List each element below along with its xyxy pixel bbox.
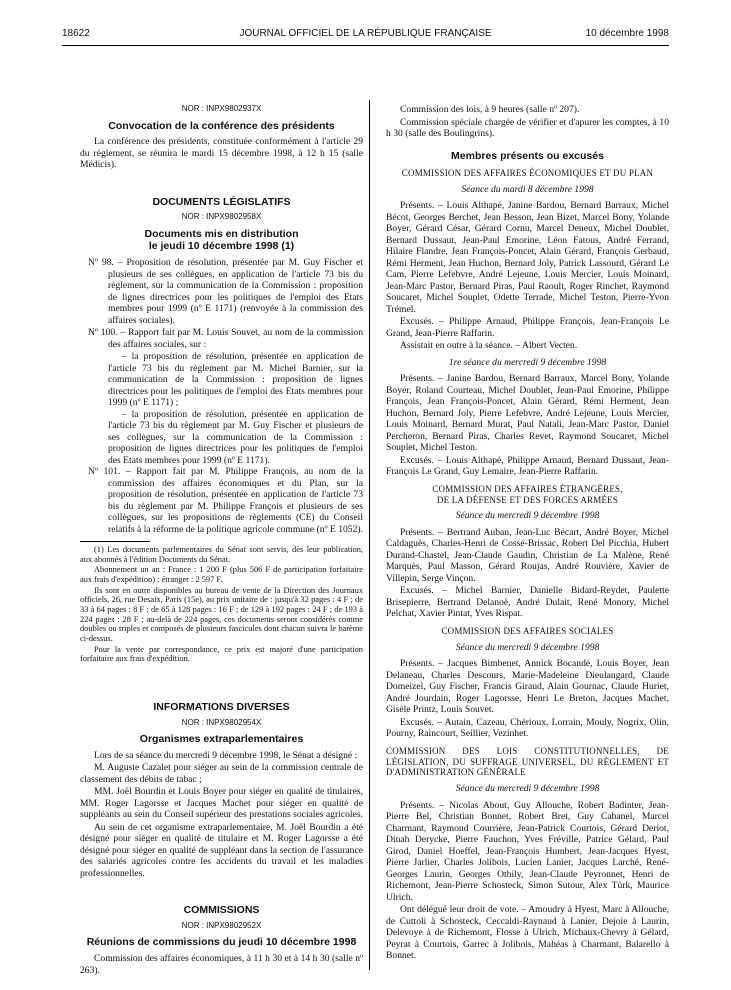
- section-title: DOCUMENTS LÉGISLATIFS: [152, 195, 291, 208]
- attendance-list: Présents. – Bertrand Auban, Jean-Luc Bécart, André Boyer, Michel Caldaguès, Charles-Henri de Cossé-Brissac, Robert Del Picchia, Hubert Durand-Chastel, Jean-Claude Gaudin, Christian de La Malène, René Marquès, Paul Masson, Gérard Roujas, André Rouvière, Xavier de Villepin, Serge Vinçon.: [386, 526, 669, 584]
- header-rule: [62, 45, 669, 46]
- footnote: Abonnement un an : France : 1 200 F (plus 506 F de participation forfaitaire aux frais d'expédition) ; étranger : 2 597 F.: [80, 565, 363, 585]
- session-title: Séance du mercredi 9 décembre 1998: [455, 783, 600, 795]
- assistant-note: Assistait en outre à la séance. – Albert Vecten.: [400, 340, 578, 352]
- footnote: (1) Les documents parlementaires du Sénat sont servis, dès leur publication, aux abonnés à l'édition Documents du Sénat.: [80, 545, 363, 564]
- paragraph: Commission spéciale chargée de vérifier et d'apurer les comptes, à 10 h 30 (salle des Boulingrins).: [386, 116, 669, 139]
- right-column: [386, 104, 669, 963]
- section-heading: Convocation de la conférence des présidents: [108, 119, 335, 132]
- nor-reference: NOR : INPX9802954X: [181, 717, 262, 727]
- excused-list: Excusés. – Louis Althapé, Philippe Arnaud, Bernard Dussaut, Jean-François Le Grand, Guy Lemaire, Jean-Pierre Raffarin.: [386, 454, 669, 478]
- paragraph: La conférence des présidents, constituée conformément à l'article 29 du règlement, se réunira le mardi 15 décembre 1998, à 12 h 15 (salle Médicis).: [80, 136, 363, 171]
- paragraph: M. Auguste Cazalet pour siéger au sein de la commission centrale de classement des débits de tabac ;: [80, 762, 363, 785]
- nor-reference: NOR : INPX9802937X: [181, 104, 262, 113]
- session-title: 1re séance du mercredi 9 décembre 1998: [448, 356, 607, 368]
- paragraph: Commission des affaires économiques, à 11 h 30 et à 14 h 30 (salle nº 263).: [80, 953, 363, 976]
- excused-list: Excusés. – Michel Barnier, Danielle Bidard-Reydet, Paulette Brisepierre, Bertrand Delanoë, André Dulait, René Monory, Michel Pelchat, Xavier Pintat, Yves Rispat.: [386, 585, 669, 620]
- footnote: Ils sont en outre disponibles au bureau de vente de la Direction des Journaux officiels, 26, rue Desaix, Paris (15e), au prix unitaire de : jusqu'à 32 pages : 4 F ; de 33 à 64 pages : 8 F ; de 65 à 128 pages : 16 F ; de 129 à 192 pages : 24 F ; de 193 à 224 pages : 28 F ; au-delà de 224 pages, ces documents seront considérés comme doubles ou triples et composés de plusieurs fascicules dont chacun suivra le barème ci-dessus.: [80, 585, 363, 643]
- paragraph: Au sein de cet organisme extraparlementaire, M. Joël Bourdin a été désigné pour siéger en qualité de titulaire et M. Roger Lagorsse a été désigné pour siéger en qualité de suppléant dans la section de l'assurance des salariés agricoles contre les accidents du travail et les maladies professionnelles.: [80, 821, 363, 879]
- section-heading: Documents mis en distribution: [144, 227, 299, 240]
- proxy-vote-list: Ont délégué leur droit de vote. – Amoudry à Hyest, Marc à Allouche, de Cuttoli à Schosteck, Ceccaldi-Raynaud à Lanier, Dejoie à Laurin, Delevoye à de Richemont, Flosse à Ulrich, Michaux-Chevry à Gélard, Peyrat à Courtois, Garrec à Jolibois, Mahéas à Charmant, Balarello à Bonnet.: [386, 904, 669, 962]
- document-item: Nº 101. – Rapport fait par M. Philippe François, au nom de la commission des affaires économiques et du Plan, sur la proposition de résolution, présentée en application de l'article 73 bis du règlement par M. Philippe François et plusieurs de ses collègues, sur les propositions de règlements (CE) du Conseil relatifs à la réforme de la politique agricole commune (nº E 1052).: [88, 466, 363, 535]
- attendance-list: Présents. – Nicolas About, Guy Allouche, Robert Badinter, Jean-Pierre Bel, Christian Bonnet, Robert Bret, Guy Cabanel, Marcel Charmant, Raymond Courrière, Jean-Patrick Courtois, Gérard Deriot, Dinah Derycke, Pierre Fauchon, Yves Fréville, Patrice Gélard, Paul Girod, Daniel Hoeffel, Jean-François Humbert, Jean-Jacques Hyest, Pierre Jarlier, Charles Jolibois, Lucien Lanier, Jacques Larché, René-Georges Laurin, Georges Othily, Jean-Claude Peyronnet, Henri de Richemont, Jean-Pierre Schosteck, Simon Sutour, Alex Türk, Maurice Ulrich.: [386, 799, 669, 903]
- section-title: COMMISSIONS: [183, 904, 260, 917]
- commission-name: COMMISSION DES AFFAIRES ÉTRANGÈRES,: [432, 483, 623, 494]
- page-number: 18622: [62, 28, 90, 39]
- commission-name: COMMISSION DES LOIS CONSTITUTIONNELLES, DE LÉGISLATION, DU SUFFRAGE UNIVERSEL, DU RÈGLEMENT ET D'ADMINISTRATION GÉNÉRALE: [386, 745, 669, 778]
- paragraph: MM. Joël Bourdin et Louis Boyer pour siéger en qualité de titulaires, MM. Roger Lagorsse et Jacques Machet pour siéger en qualité de suppléants au sein du Conseil supérieur des prestations sociales agricoles.: [80, 786, 363, 821]
- document-item: Nº 100. – Rapport fait par M. Louis Souvet, au nom de la commission des affaires sociales, sur :: [88, 327, 363, 350]
- issue-date: 10 décembre 1998: [585, 28, 669, 39]
- footnote: Pour la vente par correspondance, ce prix est majoré d'une participation forfaitaire aux frais d'expédition.: [80, 644, 363, 664]
- column-divider: [369, 100, 370, 970]
- session-title: Séance du mardi 8 décembre 1998: [461, 183, 594, 195]
- nor-reference: NOR : INPX9802958X: [181, 212, 262, 222]
- section-heading: Organismes extraparlementaires: [139, 733, 304, 746]
- commission-name: COMMISSION DES AFFAIRES ÉCONOMIQUES ET DU PLAN: [401, 168, 654, 179]
- paragraph: Commission des lois, à 9 heures (salle nº 207).: [400, 104, 580, 115]
- attendance-list: Présents. – Louis Althapé, Janine Bardou, Bernard Barraux, Michel Bécot, Georges Berchet, Jean Besson, Jean Bizet, Marcel Bony, Yolande Boyer, Gérard César, Gérard Cornu, Marcel Deneux, Michel Doublet, Bernard Dussaut, Jean-Paul Emorine, Léon Fatous, André Ferrand, Hilaire Flandre, Jean François-Poncet, Alain Gérard, François Gerbaud, Rémi Herment, Jean Huchon, Bernard Joly, Patrick Lassourd, Gérard Le Cam, Pierre Lefebvre, André Lejeune, Louis Mercier, Louis Moinard, Jean-Marc Pastor, Bernard Piras, Paul Raoult, Roger Rinchet, Raymond Soucaret, Michel Souplet, Odette Terrade, Michel Teston, Pierre-Yvon Trémel.: [386, 200, 669, 315]
- section-title: INFORMATIONS DIVERSES: [153, 700, 290, 713]
- commission-name: COMMISSION DES AFFAIRES SOCIALES: [441, 625, 614, 636]
- attendance-list: Présents. – Jacques Bimbenet, Annick Bocandé, Louis Boyer, Jean Delaneau, Charles Descours, Marie-Madeleine Dieulangard, Claude Domeizel, Guy Fischer, Francis Giraud, Alain Gournac, Claude Huriet, André Jourdain, Roger Lagorsse, Henri Le Breton, Jacques Machet, Gisèle Printz, Louis Souvet.: [386, 658, 669, 716]
- excused-list: Excusés. – Philippe Arnaud, Philippe François, Jean-François Le Grand, Jean-Pierre Raffarin.: [386, 316, 669, 339]
- journal-title: JOURNAL OFFICIEL DE LA RÉPUBLIQUE FRANÇAISE: [239, 28, 492, 39]
- section-heading: le jeudi 10 décembre 1998 (1): [148, 240, 295, 253]
- section-heading: Membres présents ou excusés: [451, 149, 604, 162]
- nor-reference: NOR : INPX9802952X: [181, 920, 262, 930]
- excused-list: Excusés. – Autain, Cazeau, Chérioux, Lorrain, Mouly, Nogrix, Olin, Pourny, Raincourt, Seillier, Vezinhet.: [386, 716, 669, 740]
- page-header: [62, 28, 669, 42]
- attendance-list: Présents. – Janine Bardou, Bernard Barraux, Marcel Bony, Yolande Boyer, Roland Courteau, Michel Doublet, Jean-Paul Emorine, Philippe François, Jean François-Poncet, Alain Gérard, Rémi Herment, Jean Huchon, Bernard Joly, Pierre Lefebvre, André Lejeune, Louis Mercier, Louis Moinard, Bernard Murat, Paul Natali, Jean-Marc Pastor, Daniel Percheron, Bernard Piras, Charles Revet, Raymond Soucaret, Michel Souplet, Michel Teston.: [386, 373, 669, 454]
- footnote-rule: [80, 541, 150, 542]
- session-title: Séance du mercredi 9 décembre 1998: [455, 510, 600, 522]
- section-heading: Réunions de commissions du jeudi 10 décembre 1998: [86, 936, 357, 949]
- document-subitem: – la proposition de résolution, présentée en application de l'article 73 bis du règlement par M. Guy Fischer et plusieurs de ses collègues, sur la communication de la Commission : proposition de lignes directrices pour les politiques de l'emploi des Etats membres pour 1999 (nº E 1171).: [108, 408, 363, 466]
- paragraph: Lors de sa séance du mercredi 9 décembre 1998, le Sénat a désigné :: [94, 749, 358, 761]
- session-title: Séance du mercredi 9 décembre 1998: [455, 641, 600, 653]
- commission-name: DE LA DÉFENSE ET DES FORCES ARMÉES: [436, 494, 619, 505]
- left-column: [80, 104, 363, 977]
- document-item: Nº 98. – Proposition de résolution, présentée par M. Guy Fischer et plusieurs de ses collègues, en application de l'article 73 bis du règlement, sur la communication de la Commission : proposition de lignes directrices pour les politiques de l'emploi des Etats membres pour 1999 (nº E 1171) (renvoyée à la commission des affaires sociales).: [88, 257, 363, 326]
- document-subitem: – la proposition de résolution, présentée en application de l'article 73 bis du règlement par M. Michel Barnier, sur la communication de la Commission : proposition de lignes directrices pour les politiques de l'emploi des Etats membres pour 1999 (nº E 1171) ;: [108, 351, 363, 409]
